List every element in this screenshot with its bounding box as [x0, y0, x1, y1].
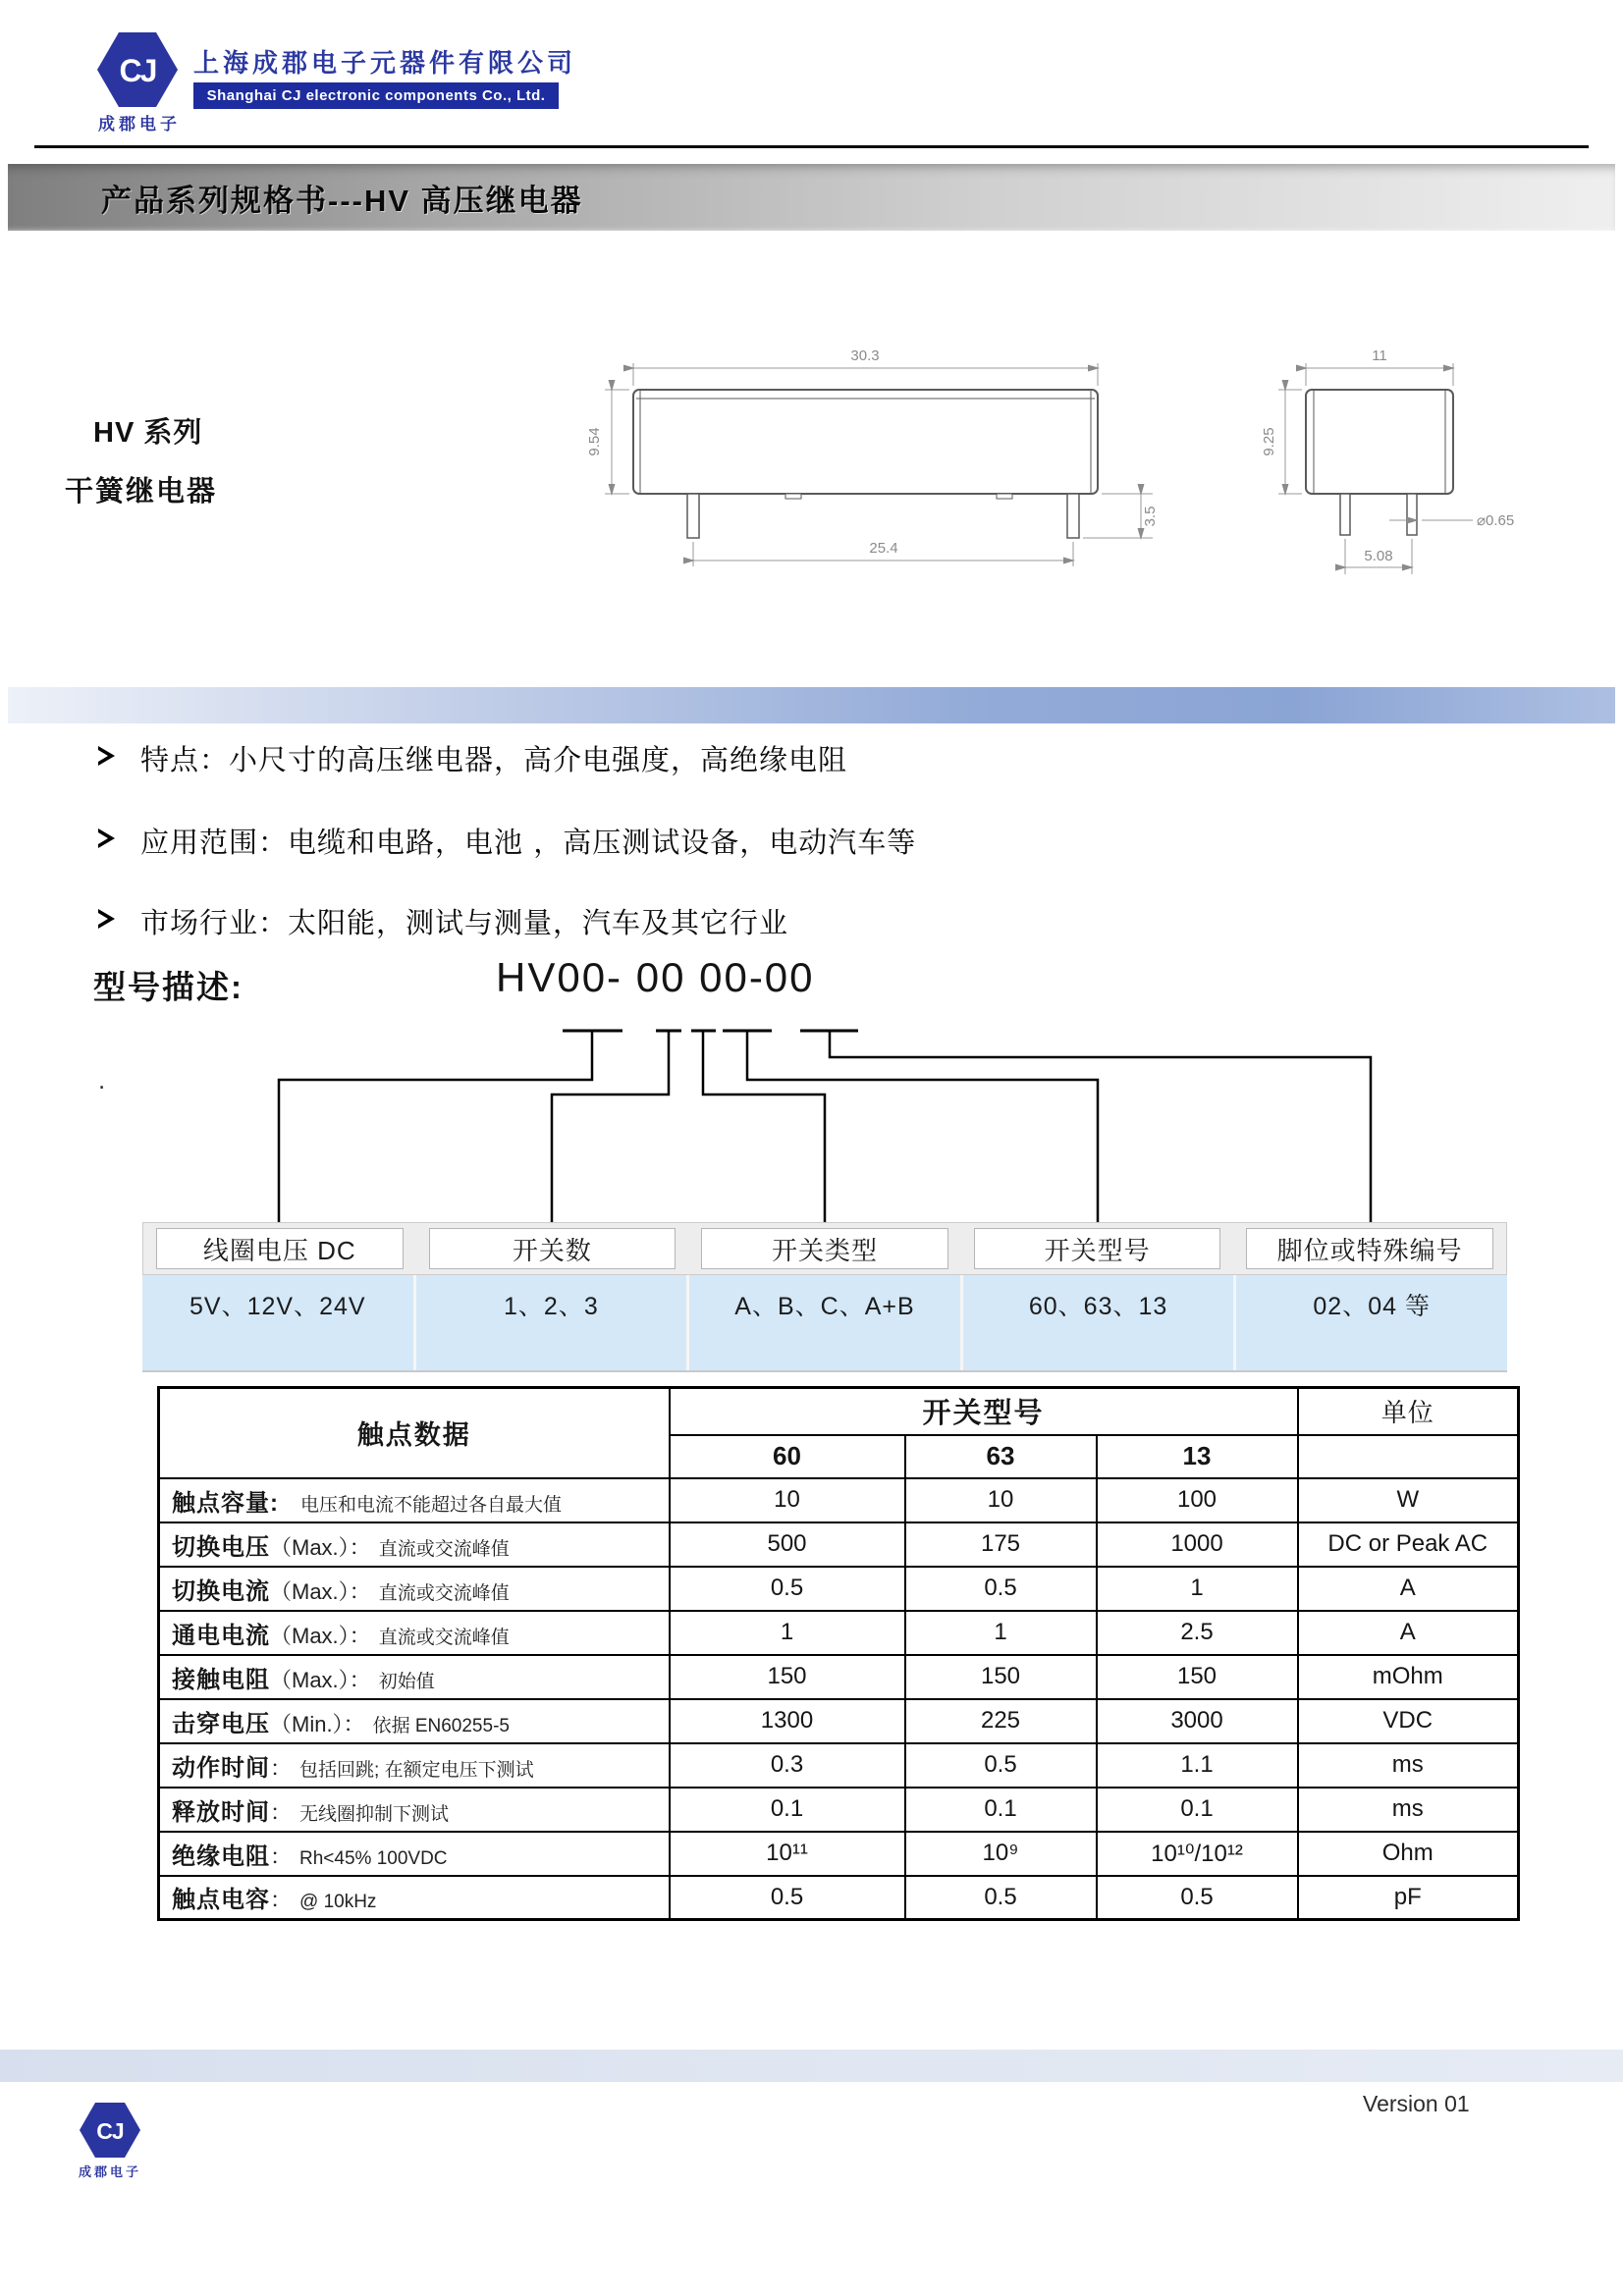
contact-data-table [157, 1386, 1520, 1921]
parameter-qualifier: （Min.）： [270, 1711, 365, 1736]
value-63: 1 [905, 1611, 1097, 1655]
column-header-switch-count: 开关数 [429, 1228, 676, 1269]
value-63: 0.1 [905, 1788, 1097, 1832]
parameter-name: 切换电压 [172, 1533, 270, 1561]
pin-code-options: 02、04 等 [1236, 1275, 1507, 1370]
company-logo-icon [96, 29, 179, 110]
logo-monogram: CJ [119, 53, 156, 88]
value-13: 0.5 [1097, 1876, 1298, 1920]
value-13: 1 [1097, 1567, 1298, 1611]
header-divider [34, 145, 1589, 148]
dim-pin-diameter: ⌀0.65 [1477, 512, 1515, 529]
dim-side-pin-length: 3.5 [1142, 506, 1159, 527]
value-13: 1.1 [1097, 1743, 1298, 1788]
relay-side-view [633, 390, 1098, 538]
feature-bullet [98, 738, 847, 778]
dim-side-width: 30.3 [850, 347, 880, 364]
unit-subheader-empty [1298, 1435, 1519, 1478]
value-63: 0.5 [905, 1743, 1097, 1788]
model-code: HV00- 00 00-00 [496, 954, 815, 1000]
value-60: 0.3 [670, 1743, 905, 1788]
column-header-cell [961, 1223, 1234, 1274]
value-13: 100 [1097, 1478, 1298, 1522]
stray-period: . [98, 1065, 106, 1095]
value-63: 10 [905, 1478, 1097, 1522]
value-60: 10¹¹ [670, 1832, 905, 1876]
column-header-cell [688, 1223, 961, 1274]
feature-text: 特点：小尺寸的高压继电器，高介电强度，高绝缘电阻 [140, 743, 848, 776]
parameter-qualifier: （Max.）： [270, 1667, 371, 1692]
section-divider-band [8, 687, 1615, 723]
company-name-cn: 上海成郡电子元器件有限公司 [193, 48, 577, 78]
document-title-band [8, 164, 1615, 231]
end-view-dimension-lines [1278, 363, 1473, 574]
parameter-cell [159, 1832, 670, 1876]
value-60: 1 [670, 1611, 905, 1655]
column-header-pin-code: 脚位或特殊编号 [1246, 1228, 1493, 1269]
parameter-name: 释放时间 [172, 1798, 270, 1826]
parameter-qualifier: （Max.）： [270, 1578, 371, 1604]
value-63: 0.5 [905, 1876, 1097, 1920]
parameter-name: 动作时间 [172, 1754, 270, 1782]
footer-logo-icon [79, 2101, 141, 2160]
page-title: 产品系列规格书---HV 高压继电器 [101, 183, 583, 218]
parameter-name: 接触电阻 [172, 1666, 270, 1693]
switch-model-group-header: 开关型号 [670, 1388, 1298, 1435]
bullet-arrow-icon [98, 828, 115, 848]
series-subtitle: 干簧继电器 [65, 476, 218, 507]
bullet-arrow-icon [98, 746, 115, 766]
value-13: 1000 [1097, 1522, 1298, 1567]
value-60: 0.5 [670, 1567, 905, 1611]
value-13: 2.5 [1097, 1611, 1298, 1655]
parameter-cell [159, 1788, 670, 1832]
footer-band [0, 2050, 1623, 2082]
column-header-cell [143, 1223, 416, 1274]
dim-end-width: 11 [1372, 347, 1387, 364]
model-60-header: 60 [670, 1435, 905, 1478]
model-description-label: 型号描述: [93, 969, 243, 1005]
series-title: HV 系列 [93, 417, 203, 449]
footer-logo-caption: 成郡电子 [78, 2164, 141, 2179]
column-header-cell [416, 1223, 689, 1274]
parameter-note: 电压和电流不能超过各自最大值 [300, 1494, 563, 1516]
feature-bullet [98, 821, 916, 861]
version-label: Version 01 [1363, 2091, 1470, 2116]
unit-cell: mOhm [1298, 1655, 1519, 1699]
feature-text: 应用范围：电缆和电路，电池 ，高压测试设备，电动汽车等 [140, 826, 917, 859]
value-13: 150 [1097, 1655, 1298, 1699]
unit-cell: VDC [1298, 1699, 1519, 1743]
unit-cell: W [1298, 1478, 1519, 1522]
table-row [159, 1699, 1519, 1743]
value-13: 3000 [1097, 1699, 1298, 1743]
value-13: 10¹⁰/10¹² [1097, 1832, 1298, 1876]
table-row [159, 1788, 1519, 1832]
value-63: 150 [905, 1655, 1097, 1699]
column-header-cell [1233, 1223, 1506, 1274]
value-60: 0.1 [670, 1788, 905, 1832]
parameter-cell [159, 1743, 670, 1788]
parameter-qualifier: ： [270, 1888, 293, 1913]
relay-end-view [1306, 390, 1453, 535]
logo-caption: 成郡电子 [98, 115, 181, 133]
unit-cell: A [1298, 1567, 1519, 1611]
parameter-cell [159, 1611, 670, 1655]
footer-logo-monogram: CJ [96, 2118, 124, 2144]
unit-cell: DC or Peak AC [1298, 1522, 1519, 1567]
value-63: 10⁹ [905, 1832, 1097, 1876]
parameter-qualifier: （Max.）： [270, 1534, 371, 1560]
parameter-cell [159, 1522, 670, 1567]
dim-end-pitch: 5.08 [1364, 548, 1393, 564]
parameter-qualifier: ： [270, 1755, 293, 1781]
parameter-note: @ 10kHz [299, 1892, 377, 1913]
table-row [159, 1567, 1519, 1611]
dim-side-pitch: 25.4 [869, 540, 898, 557]
column-header-coil-voltage: 线圈电压 DC [156, 1228, 404, 1269]
column-header-switch-type: 开关类型 [701, 1228, 948, 1269]
value-60: 0.5 [670, 1876, 905, 1920]
feature-text: 市场行业：太阳能，测试与测量，汽车及其它行业 [140, 906, 789, 939]
model-code-table-header [142, 1222, 1507, 1275]
feature-bullet [98, 901, 788, 941]
parameter-qualifier: ： [270, 1799, 293, 1825]
parameter-note: Rh<45% 100VDC [299, 1847, 448, 1869]
parameter-note: 无线圈抑制下测试 [299, 1803, 450, 1825]
contact-data-title: 触点数据 [159, 1388, 670, 1478]
parameter-name: 触点容量: [172, 1489, 279, 1517]
company-name-en: Shanghai CJ electronic components Co., Ltd. [206, 87, 546, 104]
parameter-note: 初始值 [378, 1671, 435, 1692]
value-60: 1300 [670, 1699, 905, 1743]
parameter-cell [159, 1699, 670, 1743]
parameter-note: 直流或交流峰值 [378, 1627, 510, 1648]
parameter-cell [159, 1567, 670, 1611]
table-row [159, 1522, 1519, 1567]
parameter-name: 切换电流 [172, 1577, 270, 1605]
table-row [159, 1478, 1519, 1522]
parameter-note: 依据 EN60255-5 [372, 1715, 510, 1736]
parameter-name: 通电电流 [172, 1622, 270, 1649]
parameter-name: 触点电容 [172, 1887, 270, 1914]
table-row [159, 1832, 1519, 1876]
parameter-cell [159, 1876, 670, 1920]
model-63-header: 63 [905, 1435, 1097, 1478]
value-63: 175 [905, 1522, 1097, 1567]
dim-side-height: 9.54 [586, 427, 603, 456]
switch-count-options: 1、2、3 [416, 1275, 687, 1370]
coil-voltage-options: 5V、12V、24V [142, 1275, 413, 1370]
parameter-note: 直流或交流峰值 [378, 1538, 510, 1560]
unit-cell: Ohm [1298, 1832, 1519, 1876]
unit-header: 单位 [1298, 1388, 1519, 1435]
dimension-drawing [550, 339, 1542, 584]
unit-cell: ms [1298, 1743, 1519, 1788]
table-header-row [159, 1388, 1519, 1435]
parameter-name: 击穿电压 [172, 1710, 270, 1737]
parameter-note: 包括回跳; 在额定电压下测试 [299, 1759, 534, 1781]
parameter-cell [159, 1478, 670, 1522]
parameter-note: 直流或交流峰值 [378, 1582, 510, 1604]
value-13: 0.1 [1097, 1788, 1298, 1832]
model-code-connector-lines [0, 1019, 1623, 1225]
parameter-qualifier: ： [270, 1843, 293, 1869]
table-row [159, 1743, 1519, 1788]
model-13-header: 13 [1097, 1435, 1298, 1478]
value-60: 10 [670, 1478, 905, 1522]
parameter-name: 绝缘电阻 [172, 1842, 270, 1870]
unit-cell: ms [1298, 1788, 1519, 1832]
value-60: 500 [670, 1522, 905, 1567]
bullet-arrow-icon [98, 909, 115, 929]
parameter-cell [159, 1655, 670, 1699]
company-name-banner [193, 82, 559, 109]
table-row [159, 1876, 1519, 1920]
switch-model-options: 60、63、13 [963, 1275, 1234, 1370]
unit-cell: A [1298, 1611, 1519, 1655]
value-60: 150 [670, 1655, 905, 1699]
dim-end-height: 9.25 [1261, 427, 1277, 456]
table-row [159, 1655, 1519, 1699]
parameter-qualifier: （Max.）： [270, 1623, 371, 1648]
table-row [159, 1611, 1519, 1655]
switch-type-options: A、B、C、A+B [689, 1275, 960, 1370]
model-code-table-body [142, 1275, 1507, 1372]
unit-cell: pF [1298, 1876, 1519, 1920]
value-63: 0.5 [905, 1567, 1097, 1611]
column-header-switch-model: 开关型号 [974, 1228, 1221, 1269]
value-63: 225 [905, 1699, 1097, 1743]
